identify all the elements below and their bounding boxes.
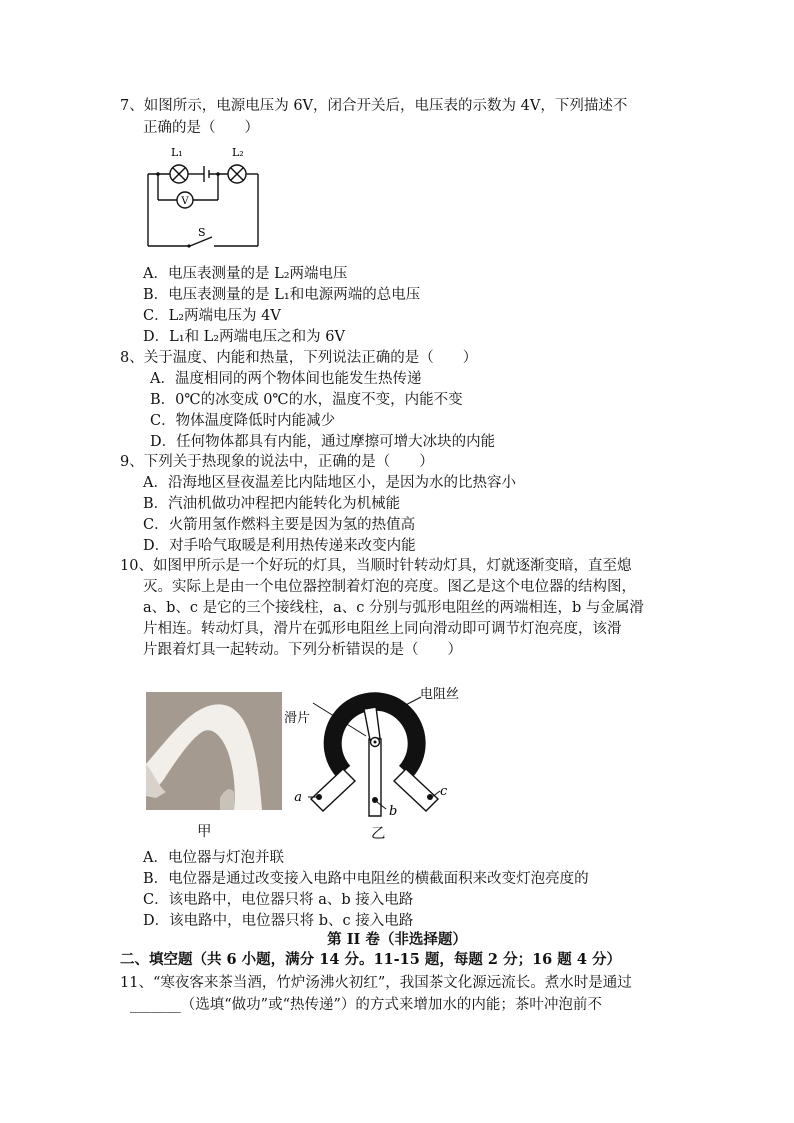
q10-option-c: C．该电路中，电位器只将 a、b 接入电路 <box>143 892 414 908</box>
label-resistance-wire: 电阻丝 <box>420 687 460 702</box>
part2-title: 第 II 卷（非选择题） <box>327 931 467 948</box>
q11-stem-line2 <box>130 995 602 1015</box>
label-v: V <box>181 196 189 207</box>
label-c: c <box>440 784 448 799</box>
q10-stem-line5: 片跟着灯具一起转动。下列分析错误的是（ ） <box>143 642 462 658</box>
q10-option-a: A．电位器与灯泡并联 <box>143 850 284 866</box>
label-s: S <box>198 226 206 239</box>
q9-option-b: B．汽油机做功冲程把内能转化为机械能 <box>143 496 401 512</box>
q10-option-d: D．该电路中，电位器只将 b、c 接入电路 <box>143 913 414 929</box>
lamp-photo <box>146 692 282 810</box>
q7-stem-line1: 7、如图所示，电源电压为 6V，闭合开关后，电压表的示数为 4V，下列描述不 <box>120 98 628 114</box>
label-jia: 甲 <box>197 824 212 840</box>
lamp-l1-icon <box>170 165 188 183</box>
terminal-c-lead <box>394 769 438 811</box>
label-a: a <box>294 790 302 805</box>
terminal-b-lead <box>369 739 381 816</box>
q10-stem-line1: 10、如图甲所示是一个好玩的灯具，当顺时针转动灯具，灯就逐渐变暗，直至熄 <box>120 558 632 574</box>
q9-stem: 9、下列关于热现象的说法中，正确的是（ ） <box>120 454 434 470</box>
q8-stem: 8、关于温度、内能和热量，下列说法正确的是（ ） <box>120 350 478 366</box>
label-b: b <box>389 804 398 819</box>
q7-option-c: C．L₂两端电压为 4V <box>143 308 281 324</box>
q11-stem-line2-text: （选填“做功”或“热传递”）的方式来增加水的内能；茶叶冲泡前不 <box>180 997 602 1013</box>
label-yi: 乙 <box>371 826 386 842</box>
q8-option-d: D．任何物体都具有内能，通过摩擦可增大冰块的内能 <box>150 434 496 450</box>
section-heading: 二、填空题（共 6 小题，满分 14 分。11-15 题，每题 2 分；16 题 4 分） <box>120 951 621 968</box>
q7-option-a: A．电压表测量的是 L₂两端电压 <box>143 266 348 282</box>
q7-stem-line2: 正确的是（ ） <box>143 120 259 136</box>
q8-option-c: C．物体温度降低时内能减少 <box>150 413 336 429</box>
q10-option-b: B．电位器是通过改变接入电路中电阻丝的横截面积来改变灯泡亮度的 <box>143 871 589 887</box>
q9-option-c: C．火箭用氢作燃料主要是因为氢的热值高 <box>143 517 416 533</box>
label-slider: 滑片 <box>284 711 311 726</box>
label-l1: L₁ <box>171 146 183 159</box>
q10-stem-line2: 灭。实际上是由一个电位器控制着灯泡的亮度。图乙是这个电位器的结构图， <box>143 579 636 595</box>
q9-option-d: D．对手哈气取暖是利用热传递来改变内能 <box>143 538 416 554</box>
q10-stem-line3: a、b、c 是它的三个接线柱，a、c 分别与弧形电阻丝的两端相连，b 与金属滑 <box>143 600 644 616</box>
q9-option-a: A．沿海地区昼夜温差比内陆地区小，是因为水的比热容小 <box>143 475 516 491</box>
label-l2: L₂ <box>232 146 244 159</box>
q10-stem-line4: 片相连。转动灯具，滑片在弧形电阻丝上同向滑动即可调节灯泡亮度，该滑 <box>143 621 622 637</box>
q7-option-b: B．电压表测量的是 L₁和电源两端的总电压 <box>143 287 421 303</box>
terminal-a-lead <box>311 769 355 811</box>
q8-option-a: A．温度相同的两个物体间也能发生热传递 <box>150 371 422 387</box>
circuit-diagram <box>140 140 270 252</box>
q11-stem-line1: 11、“寒夜客来茶当酒，竹炉汤沸火初红”，我国茶文化源远流长。煮水时是通过 <box>120 975 632 991</box>
potentiometer-diagram <box>280 676 480 846</box>
q8-option-b: B．0℃的冰变成 0℃的水，温度不变，内能不变 <box>150 392 463 408</box>
q7-option-d: D．L₁和 L₂两端电压之和为 6V <box>143 329 345 345</box>
slider-blade <box>364 707 380 740</box>
answer-blank[interactable]: _______ <box>130 997 181 1013</box>
lamp-l2-icon <box>228 165 246 183</box>
